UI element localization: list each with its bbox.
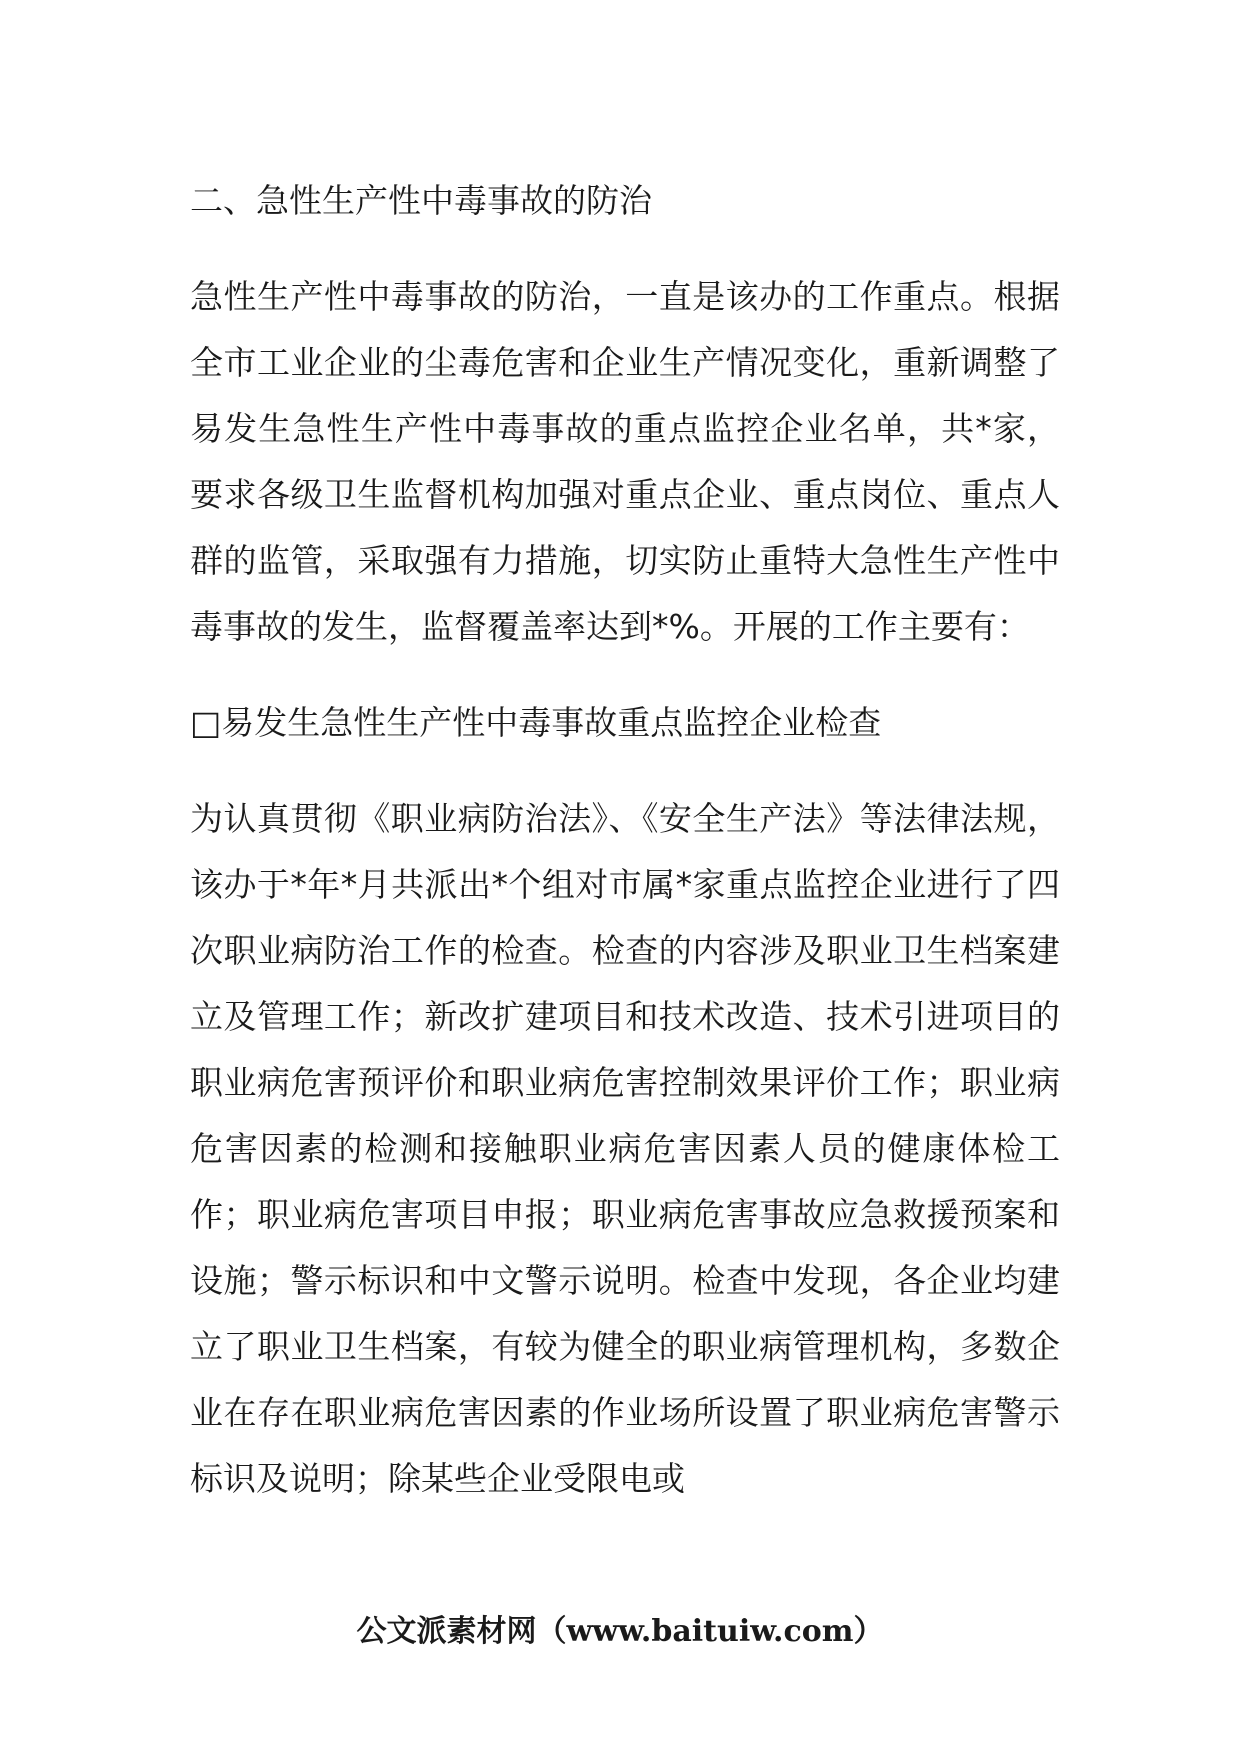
sub-heading-text: 易发生急性生产性中毒事故重点监控企业检查 (221, 703, 882, 742)
bullet-glyph: □ (190, 703, 222, 742)
footer-watermark: 公文派素材网（www.baituiw.com） (356, 1614, 884, 1649)
paragraph-inspection: 为认真贯彻《职业病防治法》、《安全生产法》等法律法规，该办于*年*月共派出*个组对市属*家重点监控企业进行了四次职业病防治工作的检查。检查的内容涉及职业卫生档案建立及管理工作；新改扩建项目和技术改造、技术引进项目的职业病危害预评价和职业病危害控制效果评价工作；职业病危害因素的检测和接触职业病危害因素人员的健康体检工作；职业病危害项目申报；职业病危害事故应急救援预案和设施；警示标识和中文警示说明。检查中发现，各企业均建立了职业卫生档案，有较为健全的职业病管理机构，多数企业在存在职业病危害因素的作业场所设置了职业病危害警示标识及说明；除某些企业受限电或 (190, 799, 1060, 1498)
paragraph-intro: 急性生产性中毒事故的防治，一直是该办的工作重点。根据全市工业企业的尘毒危害和企业生产情况变化，重新调整了易发生急性生产性中毒事故的重点监控企业名单，共*家，要求各级卫生监督机构加强对重点企业、重点岗位、重点人群的监管，采取强有力措施，切实防止重特大急性生产性中毒事故的发生，监督覆盖率达到*%。开展的工作主要有： (190, 277, 1060, 646)
document-body (190, 168, 1060, 1542)
sub-heading (190, 690, 1060, 756)
section-heading: 二、急性生产性中毒事故的防治 (190, 181, 652, 220)
